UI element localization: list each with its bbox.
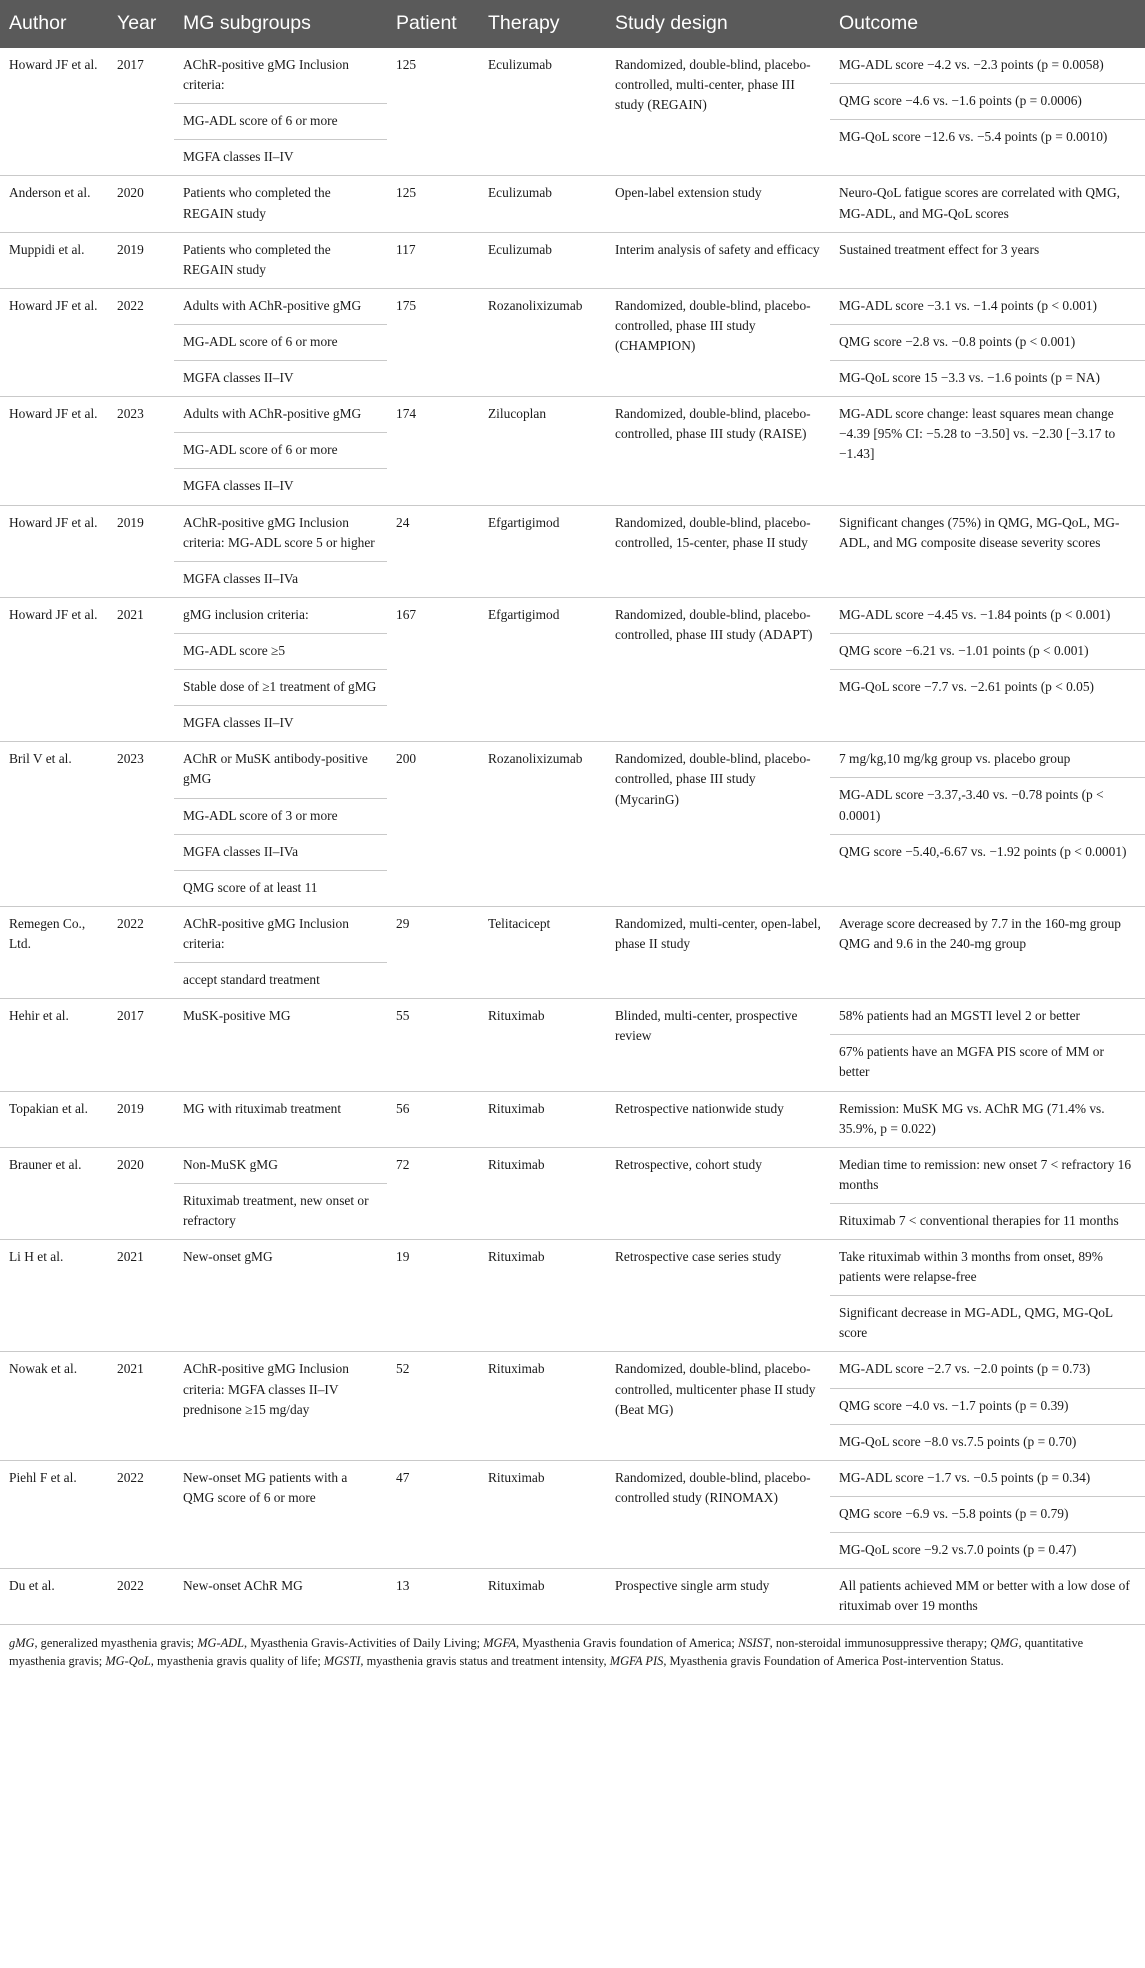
outcome-item: MG-QoL score −7.7 vs. −2.61 points (p < 0.05) [839,679,1094,695]
subgroup-item: MG-ADL score of 6 or more [174,325,387,361]
outcome-item: Rituximab 7 < conventional therapies for 11 months [839,1212,1119,1228]
footnote-abbr: QMG [990,1636,1019,1651]
table-row [0,1460,1145,1568]
cell-study-design: Randomized, double-blind, placebo-controlled, multi-center, phase III study (REGAIN) [606,48,830,176]
cell-year: 2017 [108,48,174,176]
cell-author: Howard JF et al. [0,597,108,741]
subgroup-item: AChR-positive gMG Inclusion criteria: MG-ADL score 5 or higher [174,506,387,562]
cell-outcome [830,906,1145,998]
cell-outcome [830,48,1145,176]
cell-study-design: Randomized, double-blind, placebo-controlled, 15-center, phase II study [606,505,830,597]
cell-mg-subgroups [174,597,387,741]
outcome-item: MG-ADL score −3.1 vs. −1.4 points (p < 0.001) [830,289,1145,325]
outcome-item: MG-ADL score change: least squares mean change −4.39 [95% CI: −5.28 to −3.50] vs. −2.30 [−3.17 to −1.43] [839,406,1116,462]
outcome-item: QMG score −2.8 vs. −0.8 points (p < 0.001) [830,325,1145,361]
outcome-item: Average score decreased by 7.7 in the 160-mg group QMG and 9.6 in the 240-mg group [839,915,1121,951]
subgroup-item: Patients who completed the REGAIN study [183,185,331,221]
cell-study-design: Interim analysis of safety and efficacy [606,232,830,288]
subgroup-item: New-onset MG patients with a QMG score of 6 or more [183,1469,348,1505]
subgroup-item: New-onset gMG [183,1249,273,1265]
cell-author: Topakian et al. [0,1091,108,1147]
footnote-abbr: NSIST [737,1636,770,1651]
cell-patient: 55 [387,999,479,1091]
cell-author: Howard JF et al. [0,505,108,597]
cell-patient: 19 [387,1240,479,1352]
cell-mg-subgroups [174,505,387,597]
cell-study-design: Retrospective nationwide study [606,1091,830,1147]
footnote-definition: , non-steroidal immunosuppressive therapy; [769,1636,991,1651]
header-therapy: Therapy [479,0,606,48]
footnote-abbr: gMG [9,1636,35,1651]
cell-author: Brauner et al. [0,1147,108,1239]
cell-therapy: Eculizumab [479,48,606,176]
subgroup-item: AChR or MuSK antibody-positive gMG [174,742,387,798]
cell-study-design: Prospective single arm study [606,1569,830,1625]
table-row [0,1240,1145,1352]
outcome-item: 7 mg/kg,10 mg/kg group vs. placebo group [830,742,1145,778]
cell-patient: 200 [387,742,479,907]
cell-year: 2022 [108,1569,174,1625]
cell-outcome [830,999,1145,1091]
cell-outcome [830,232,1145,288]
cell-therapy: Rituximab [479,1569,606,1625]
outcome-item: MG-ADL score −2.7 vs. −2.0 points (p = 0.73) [830,1352,1145,1388]
footnote-definition: , myasthenia gravis status and treatment intensity, [360,1654,610,1669]
cell-patient: 167 [387,597,479,741]
cell-outcome [830,176,1145,232]
subgroup-item: MGFA classes II–IV [183,478,294,494]
subgroup-item: Patients who completed the REGAIN study [183,241,331,277]
subgroup-item: MGFA classes II–IV [183,370,294,386]
subgroup-item: Non-MuSK gMG [174,1148,387,1184]
outcome-item: Sustained treatment effect for 3 years [839,241,1040,257]
cell-outcome [830,597,1145,741]
outcome-item: 67% patients have an MGFA PIS score of MM or better [839,1044,1104,1080]
cell-author: Remegen Co., Ltd. [0,906,108,998]
subgroup-item: Adults with AChR-positive gMG [174,397,387,433]
header-study-design: Study design [606,0,830,48]
cell-patient: 29 [387,906,479,998]
cell-therapy: Efgartigimod [479,597,606,741]
table-header [0,0,1145,48]
outcome-item: MG-ADL score −3.37,-3.40 vs. −0.78 points (p < 0.0001) [830,778,1145,834]
cell-year: 2021 [108,597,174,741]
cell-therapy: Telitacicept [479,906,606,998]
subgroup-item: AChR-positive gMG Inclusion criteria: [174,48,387,104]
cell-author: Piehl F et al. [0,1460,108,1568]
cell-study-design: Randomized, multi-center, open-label, phase II study [606,906,830,998]
outcome-item: Remission: MuSK MG vs. AChR MG (71.4% vs. 35.9%, p = 0.022) [839,1100,1105,1136]
header-outcome: Outcome [830,0,1145,48]
cell-year: 2022 [108,1460,174,1568]
cell-study-design: Randomized, double-blind, placebo-controlled, multicenter phase II study (Beat MG) [606,1352,830,1460]
footnote-definition: , quantitative myasthenia gravis; [9,1636,1084,1669]
cell-study-design: Randomized, double-blind, placebo-controlled, phase III study (MycarinG) [606,742,830,907]
cell-author: Li H et al. [0,1240,108,1352]
cell-outcome [830,1091,1145,1147]
subgroup-item: accept standard treatment [183,972,320,988]
cell-mg-subgroups [174,288,387,396]
cell-study-design: Randomized, double-blind, placebo-controlled study (RINOMAX) [606,1460,830,1568]
cell-therapy: Efgartigimod [479,505,606,597]
outcome-item: QMG score −5.40,-6.67 vs. −1.92 points (p < 0.0001) [839,843,1127,859]
outcome-item: MG-QoL score −12.6 vs. −5.4 points (p = 0.0010) [839,129,1108,145]
cell-therapy: Rozanolixizumab [479,288,606,396]
outcome-item: MG-ADL score −1.7 vs. −0.5 points (p = 0.34) [830,1461,1145,1497]
cell-study-design: Blinded, multi-center, prospective review [606,999,830,1091]
outcome-item: Significant changes (75%) in QMG, MG-QoL, MG-ADL, and MG composite disease severity scores [839,514,1120,550]
footnote-definition: , myasthenia gravis quality of life; [150,1654,324,1669]
cell-mg-subgroups [174,742,387,907]
cell-study-design: Randomized, double-blind, placebo-controlled, phase III study (CHAMPION) [606,288,830,396]
cell-patient: 72 [387,1147,479,1239]
outcome-item: MG-QoL score −8.0 vs.7.5 points (p = 0.70) [839,1433,1077,1449]
cell-therapy: Rozanolixizumab [479,742,606,907]
outcome-item: 58% patients had an MGSTI level 2 or better [830,999,1145,1035]
subgroup-item: AChR-positive gMG Inclusion criteria: [174,907,387,963]
outcome-item: Significant decrease in MG-ADL, QMG, MG-QoL score [839,1305,1113,1341]
cell-patient: 174 [387,397,479,505]
subgroup-item: Stable dose of ≥1 treatment of gMG [174,670,387,706]
cell-mg-subgroups [174,1147,387,1239]
cell-mg-subgroups [174,48,387,176]
outcome-item: MG-ADL score −4.2 vs. −2.3 points (p = 0.0058) [830,48,1145,84]
subgroup-item: MGFA classes II–IV [183,715,294,731]
cell-study-design: Randomized, double-blind, placebo-controlled, phase III study (RAISE) [606,397,830,505]
cell-author: Du et al. [0,1569,108,1625]
cell-mg-subgroups [174,999,387,1091]
cell-year: 2021 [108,1240,174,1352]
subgroup-item: MGFA classes II–IVa [183,570,299,586]
cell-mg-subgroups [174,906,387,998]
footnote-definition: , Myasthenia Gravis foundation of America; [516,1636,738,1651]
cell-therapy: Eculizumab [479,232,606,288]
cell-study-design: Retrospective, cohort study [606,1147,830,1239]
cell-therapy: Rituximab [479,1147,606,1239]
cell-study-design: Retrospective case series study [606,1240,830,1352]
footnote-abbr: MGFA [483,1636,517,1651]
cell-therapy: Eculizumab [479,176,606,232]
header-author: Author [0,0,108,48]
cell-patient: 56 [387,1091,479,1147]
table-footnote [0,1625,1145,1671]
cell-outcome [830,505,1145,597]
table-row [0,999,1145,1091]
cell-mg-subgroups [174,1352,387,1460]
cell-therapy: Rituximab [479,1460,606,1568]
cell-year: 2022 [108,906,174,998]
outcome-item: QMG score −6.21 vs. −1.01 points (p < 0.001) [830,634,1145,670]
cell-outcome [830,397,1145,505]
subgroup-item: MG with rituximab treatment [183,1100,342,1116]
table-row [0,232,1145,288]
outcome-item: QMG score −4.6 vs. −1.6 points (p = 0.0006) [830,84,1145,120]
cell-therapy: Rituximab [479,999,606,1091]
subgroup-item: AChR-positive gMG Inclusion criteria: MGFA classes II–IV prednisone ≥15 mg/day [183,1361,349,1417]
cell-patient: 125 [387,176,479,232]
table-row [0,742,1145,907]
cell-year: 2017 [108,999,174,1091]
cell-year: 2019 [108,1091,174,1147]
footnote-abbr: MG-ADL [197,1636,245,1651]
subgroup-item: New-onset AChR MG [183,1578,303,1594]
outcome-item: Median time to remission: new onset 7 < refractory 16 months [830,1148,1145,1204]
cell-patient: 117 [387,232,479,288]
footnote-abbr: MG-QoL [105,1654,151,1669]
cell-outcome [830,1352,1145,1460]
cell-author: Anderson et al. [0,176,108,232]
subgroup-item: MG-ADL score of 6 or more [174,104,387,140]
cell-year: 2019 [108,232,174,288]
cell-mg-subgroups [174,1240,387,1352]
table-row [0,505,1145,597]
cell-author: Howard JF et al. [0,288,108,396]
cell-year: 2022 [108,288,174,396]
subgroup-item: Rituximab treatment, new onset or refractory [183,1192,369,1228]
cell-outcome [830,1240,1145,1352]
cell-mg-subgroups [174,232,387,288]
cell-year: 2020 [108,176,174,232]
outcome-item: MG-QoL score −9.2 vs.7.0 points (p = 0.47) [839,1542,1077,1558]
cell-patient: 125 [387,48,479,176]
header-patient: Patient [387,0,479,48]
footnote-definition: , Myasthenia Gravis-Activities of Daily Living; [244,1636,484,1651]
outcome-item: MG-QoL score 15 −3.3 vs. −1.6 points (p = NA) [839,370,1100,386]
footnote-definition: , Myasthenia gravis Foundation of America Post-intervention Status. [663,1654,1004,1669]
cell-year: 2019 [108,505,174,597]
table-row [0,1091,1145,1147]
cell-author: Howard JF et al. [0,48,108,176]
cell-author: Nowak et al. [0,1352,108,1460]
outcome-item: All patients achieved MM or better with a low dose of rituximab over 19 months [839,1578,1130,1614]
table-row [0,176,1145,232]
footnote-abbr: MGSTI [323,1654,361,1669]
subgroup-item: MuSK-positive MG [183,1008,291,1024]
outcome-item: QMG score −6.9 vs. −5.8 points (p = 0.79) [830,1497,1145,1533]
subgroup-item: QMG score of at least 11 [183,879,318,895]
subgroup-item: MGFA classes II–IV [183,149,294,165]
cell-therapy: Zilucoplan [479,397,606,505]
cell-outcome [830,288,1145,396]
table-row [0,1352,1145,1460]
cell-year: 2021 [108,1352,174,1460]
header-mg-subgroups: MG subgroups [174,0,387,48]
cell-patient: 52 [387,1352,479,1460]
table-body [0,48,1145,1625]
outcome-item: QMG score −4.0 vs. −1.7 points (p = 0.39) [830,1389,1145,1425]
cell-therapy: Rituximab [479,1240,606,1352]
subgroup-item: Adults with AChR-positive gMG [174,289,387,325]
subgroup-item: MG-ADL score of 6 or more [174,433,387,469]
table-row [0,48,1145,176]
subgroup-item: gMG inclusion criteria: [174,598,387,634]
cell-mg-subgroups [174,397,387,505]
table-row [0,288,1145,396]
cell-mg-subgroups [174,1569,387,1625]
table-row [0,597,1145,741]
cell-mg-subgroups [174,176,387,232]
cell-outcome [830,742,1145,907]
table-row [0,1569,1145,1625]
cell-author: Muppidi et al. [0,232,108,288]
cell-year: 2023 [108,397,174,505]
cell-patient: 24 [387,505,479,597]
subgroup-item: MGFA classes II–IVa [174,835,387,871]
cell-author: Howard JF et al. [0,397,108,505]
header-row [0,0,1145,48]
cell-author: Bril V et al. [0,742,108,907]
cell-therapy: Rituximab [479,1352,606,1460]
header-year: Year [108,0,174,48]
cell-author: Hehir et al. [0,999,108,1091]
outcome-item: Neuro-QoL fatigue scores are correlated with QMG, MG-ADL, and MG-QoL scores [839,185,1120,221]
table-row [0,397,1145,505]
footnote-abbr: MGFA PIS [609,1654,664,1669]
cell-year: 2023 [108,742,174,907]
cell-patient: 13 [387,1569,479,1625]
table-row [0,1147,1145,1239]
outcome-item: Take rituximab within 3 months from onset, 89% patients were relapse-free [830,1240,1145,1296]
cell-study-design: Randomized, double-blind, placebo-controlled, phase III study (ADAPT) [606,597,830,741]
outcome-item: MG-ADL score −4.45 vs. −1.84 points (p < 0.001) [830,598,1145,634]
subgroup-item: MG-ADL score ≥5 [174,634,387,670]
cell-mg-subgroups [174,1091,387,1147]
footnote-definition: , generalized myasthenia gravis; [34,1636,198,1651]
cell-patient: 47 [387,1460,479,1568]
cell-patient: 175 [387,288,479,396]
cell-outcome [830,1569,1145,1625]
cell-outcome [830,1460,1145,1568]
table-row [0,906,1145,998]
cell-outcome [830,1147,1145,1239]
cell-study-design: Open-label extension study [606,176,830,232]
subgroup-item: MG-ADL score of 3 or more [174,799,387,835]
cell-year: 2020 [108,1147,174,1239]
cell-therapy: Rituximab [479,1091,606,1147]
cell-mg-subgroups [174,1460,387,1568]
